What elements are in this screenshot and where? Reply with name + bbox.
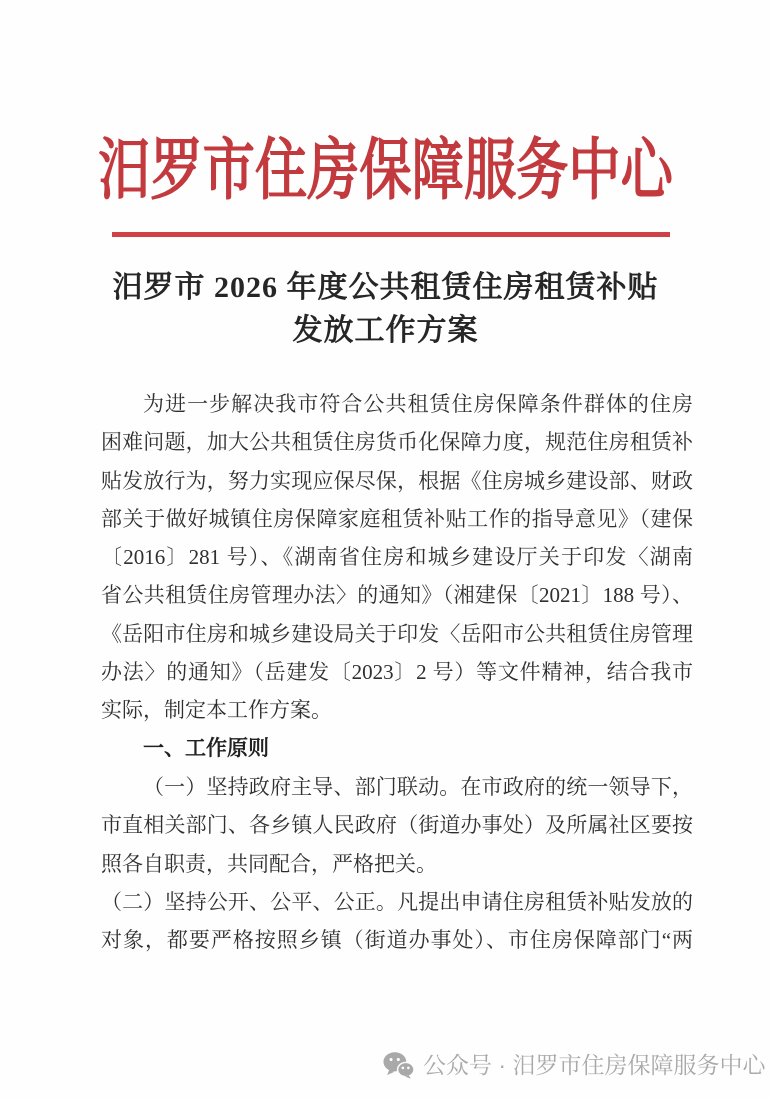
body-line: 部关于做好城镇住房保障家庭租赁补贴工作的指导意见》（建保	[101, 506, 693, 531]
document-header	[0, 128, 771, 214]
body-line: 〔2016〕281 号）、《湖南省住房和城乡建设厅关于印发〈湖南	[101, 545, 693, 570]
section-heading: 一、工作原则	[143, 736, 269, 760]
header-divider-rule	[112, 232, 670, 237]
body-line: 《岳阳市住房和城乡建设局关于印发〈岳阳市公共租赁住房管理	[101, 621, 693, 646]
body-line: 照各自职责，共同配合，严格把关。	[101, 851, 437, 876]
document-title	[0, 266, 771, 352]
body-line: 办法〉的通知》（岳建发〔2023〕2 号）等文件精神，结合我市	[101, 660, 693, 685]
body-line: （二）坚持公开、公平、公正。凡提出申请住房租赁补贴发放的	[101, 889, 693, 914]
body-line: 实际，制定本工作方案。	[101, 698, 332, 723]
body-line: 困难问题，加大公共租赁住房货币化保障力度，规范住房租赁补	[101, 430, 693, 455]
watermark-text: 公众号 · 汨罗市住房保障服务中心	[423, 1052, 766, 1078]
body-line: 市直相关部门、各乡镇人民政府（街道办事处）及所属社区要按	[101, 813, 693, 838]
body-line: 对象，都要严格按照乡镇（街道办事处）、市住房保障部门“两	[101, 928, 693, 953]
wechat-icon	[383, 1051, 414, 1079]
org-name-title: 汨罗市住房保障服务中心	[98, 134, 673, 208]
body-line: 贴发放行为，努力实现应保尽保，根据《住房城乡建设部、财政	[101, 468, 693, 493]
document-title-line2: 发放工作方案	[292, 314, 479, 347]
body-line: （一）坚持政府主导、部门联动。在市政府的统一领导下，	[143, 774, 693, 799]
body-line: 省公共租赁住房管理办法〉的通知》（湘建保〔2021〕188 号）、	[101, 583, 693, 608]
body-line: 为进一步解决我市符合公共租赁住房保障条件群体的住房	[143, 392, 693, 416]
document-body	[101, 385, 693, 959]
document-title-line1: 汨罗市 2026 年度公共租赁住房租赁补贴	[112, 271, 659, 304]
footer-watermark	[383, 1049, 765, 1081]
